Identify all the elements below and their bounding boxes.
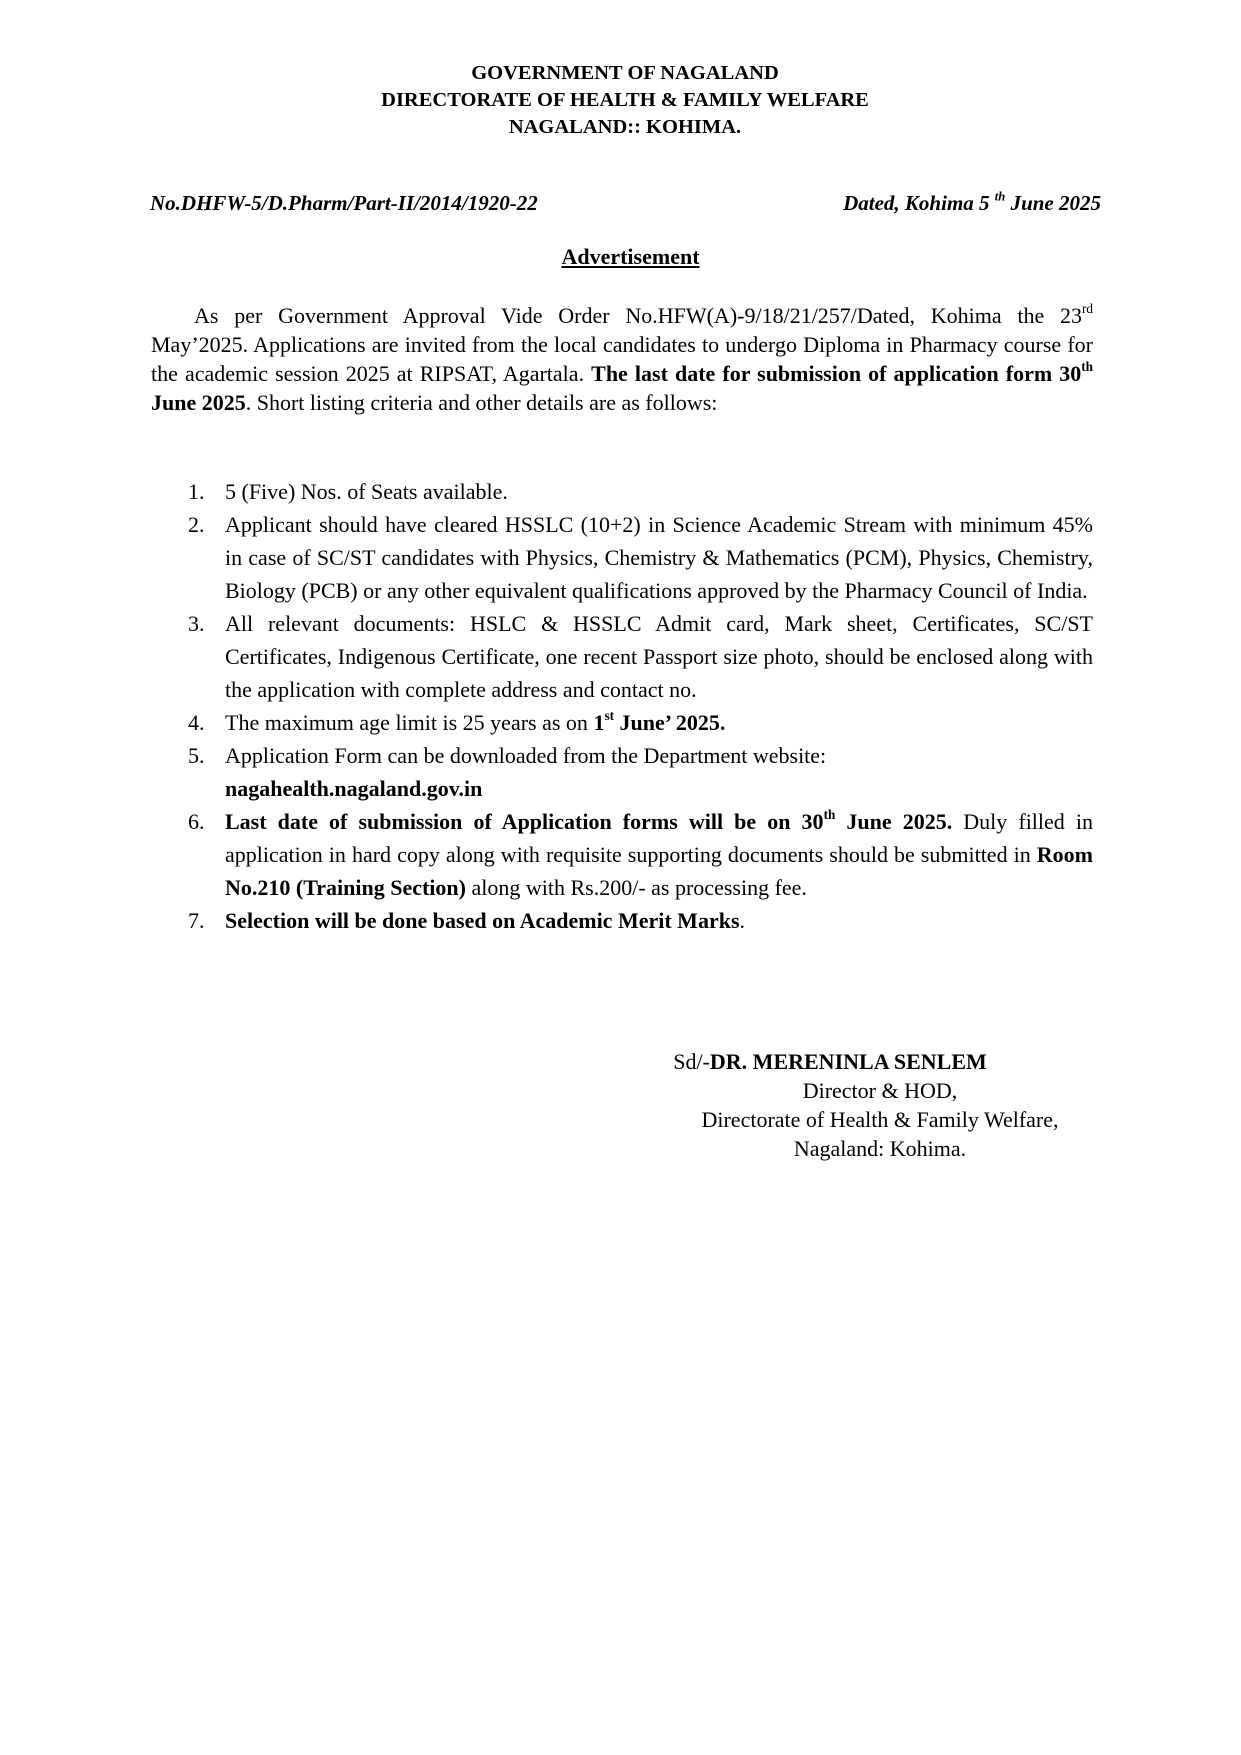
letterhead-directorate: DIRECTORATE OF HEALTH & FAMILY WELFARE bbox=[381, 89, 869, 111]
list-item: 1. 5 (Five) Nos. of Seats available. bbox=[188, 479, 508, 504]
reference-date: Dated, Kohima 5 $^{th}$ June 2025 bbox=[843, 189, 1101, 215]
list-item: 4. The maximum age limit is 25 years as on 1st June’ 2025. bbox=[188, 708, 726, 735]
signatory-place: Nagaland: Kohima. bbox=[793, 1136, 967, 1161]
list-item: 5. Application Form can be downloaded from the Department website: nagahealth.nagaland.gov.in bbox=[188, 743, 827, 801]
intro-paragraph: As per Government Approval Vide Order No.HFW(A)-9/18/21/257/Dated, Kohima the 23rd May’2025. Applications are invited from the local candidates to undergo Diploma in Pharmacy course for the academic session 2025 at RIPSAT, Agartala. The last date for submission of application form 30th June 2025. Short listing criteria and other details are as follows: bbox=[151, 301, 1093, 415]
letterhead-location: NAGALAND:: KOHIMA. bbox=[508, 116, 742, 138]
letterhead bbox=[0, 60, 1241, 141]
signatory-designation: Director & HOD, bbox=[802, 1078, 958, 1103]
list-item: 3. All relevant documents: HSLC & HSSLC Admit card, Mark sheet, Certificates, SC/ST Certificates, Indigenous Certificate, one recent Passport size photo, should be enclosed along with the application with complete address and contact no. bbox=[188, 611, 1093, 702]
letterhead-government: GOVERNMENT OF NAGALAND bbox=[471, 62, 779, 84]
document-title: Advertisement bbox=[561, 244, 700, 269]
list-item: 7. Selection will be done based on Academic Merit Marks. bbox=[188, 908, 746, 933]
reference-number: No.DHFW-5/D.Pharm/Part-II/2014/1920-22 bbox=[150, 191, 538, 215]
website-link[interactable]: nagahealth.nagaland.gov.in bbox=[225, 776, 483, 801]
signatory-office: Directorate of Health & Family Welfare, bbox=[701, 1107, 1059, 1132]
list-item: 2. Applicant should have cleared HSSLC (10+2) in Science Academic Stream with minimum 45% in case of SC/ST candidates with Physics, Chemistry & Mathematics (PCM), Physics, Chemistry, Biology (PCB) or any other equivalent qualifications approved by the Pharmacy Council of India. bbox=[188, 512, 1093, 603]
signatory-name: Sd/-DR. MERENINLA SENLEM bbox=[673, 1049, 987, 1074]
criteria-list bbox=[151, 475, 1093, 937]
list-item: 6. Last date of submission of Application forms will be on 30th June 2025. Duly filled in application in hard copy along with requisite supporting documents should be submitted in Room No.210 (Training Section) along with Rs.200/- as processing fee. bbox=[188, 807, 1093, 900]
last-date-notice: The last date for submission of application form 30th June 2025 bbox=[151, 359, 1093, 415]
signature-block bbox=[640, 1047, 1120, 1163]
